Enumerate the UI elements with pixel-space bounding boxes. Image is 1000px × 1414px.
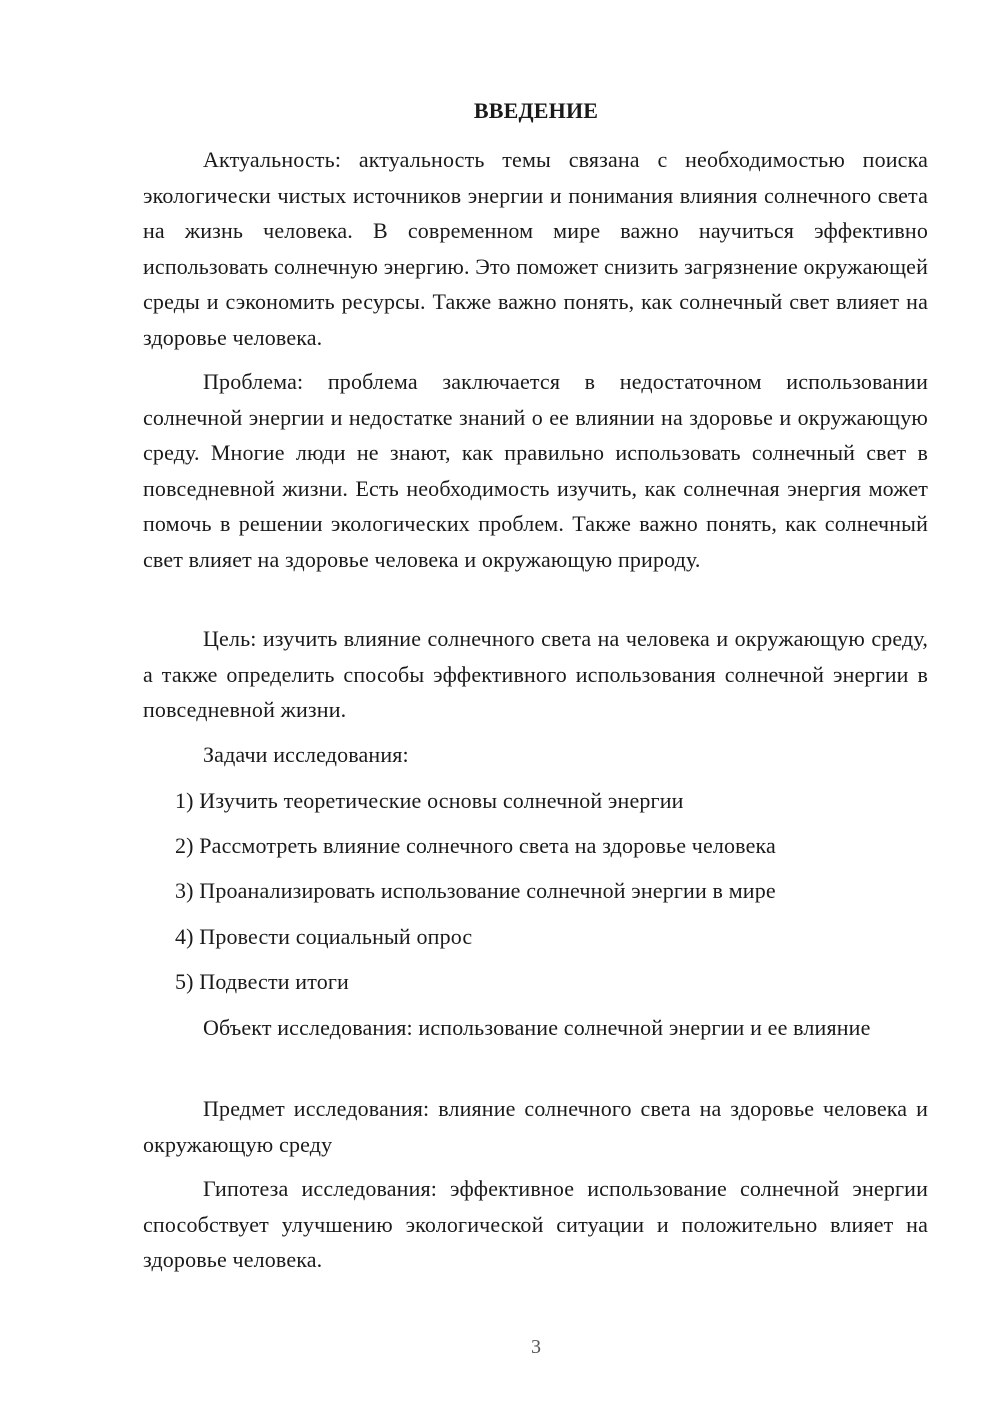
task-item-1: 1) Изучить теоретические основы солнечной энергии xyxy=(175,788,684,813)
page-number: 3 xyxy=(531,1336,541,1358)
tasks-heading: Задачи исследования: xyxy=(203,742,409,767)
task-item-5: 5) Подвести итоги xyxy=(175,969,349,994)
paragraph-goal: Цель: изучить влияние солнечного света на человека и окружающую среду, а также определить способы эффективного использования солнечной энергии в повседневной жизни. xyxy=(143,626,928,722)
paragraph-relevance: Актуальность: актуальность темы связана с необходимостью поиска экологически чистых источников энергии и понимания влияния солнечного света на жизнь человека. В современном мире важно научиться эффективно использовать солнечную энергию. Это поможет снизить загрязнение окружающей среды и сэкономить ресурсы. Также важно понять, как солнечный свет влияет на здоровье человека. xyxy=(143,147,928,350)
task-item-4: 4) Провести социальный опрос xyxy=(175,924,473,949)
paragraph-subject: Предмет исследования: влияние солнечного света на здоровье человека и окружающую среду xyxy=(143,1096,928,1157)
paragraph-object: Объект исследования: использование солнечной энергии и ее влияние xyxy=(203,1015,871,1040)
page-title: ВВЕДЕНИЕ xyxy=(473,98,599,123)
paragraph-problem: Проблема: проблема заключается в недостаточном использовании солнечной энергии и недостатке знаний о ее влиянии на здоровье и окружающую среду. Многие люди не знают, как правильно использовать солнечный свет в повседневной жизни. Есть необходимость изучить, как солнечная энергия может помочь в решении экологических проблем. Также важно понять, как солнечный свет влияет на здоровье человека и окружающую природу. xyxy=(143,369,928,572)
paragraph-hypothesis: Гипотеза исследования: эффективное использование солнечной энергии способствует улучшению экологической ситуации и положительно влияет на здоровье человека. xyxy=(143,1176,928,1272)
task-item-2: 2) Рассмотреть влияние солнечного света на здоровье человека xyxy=(175,833,776,858)
task-item-3: 3) Проанализировать использование солнечной энергии в мире xyxy=(175,878,776,903)
